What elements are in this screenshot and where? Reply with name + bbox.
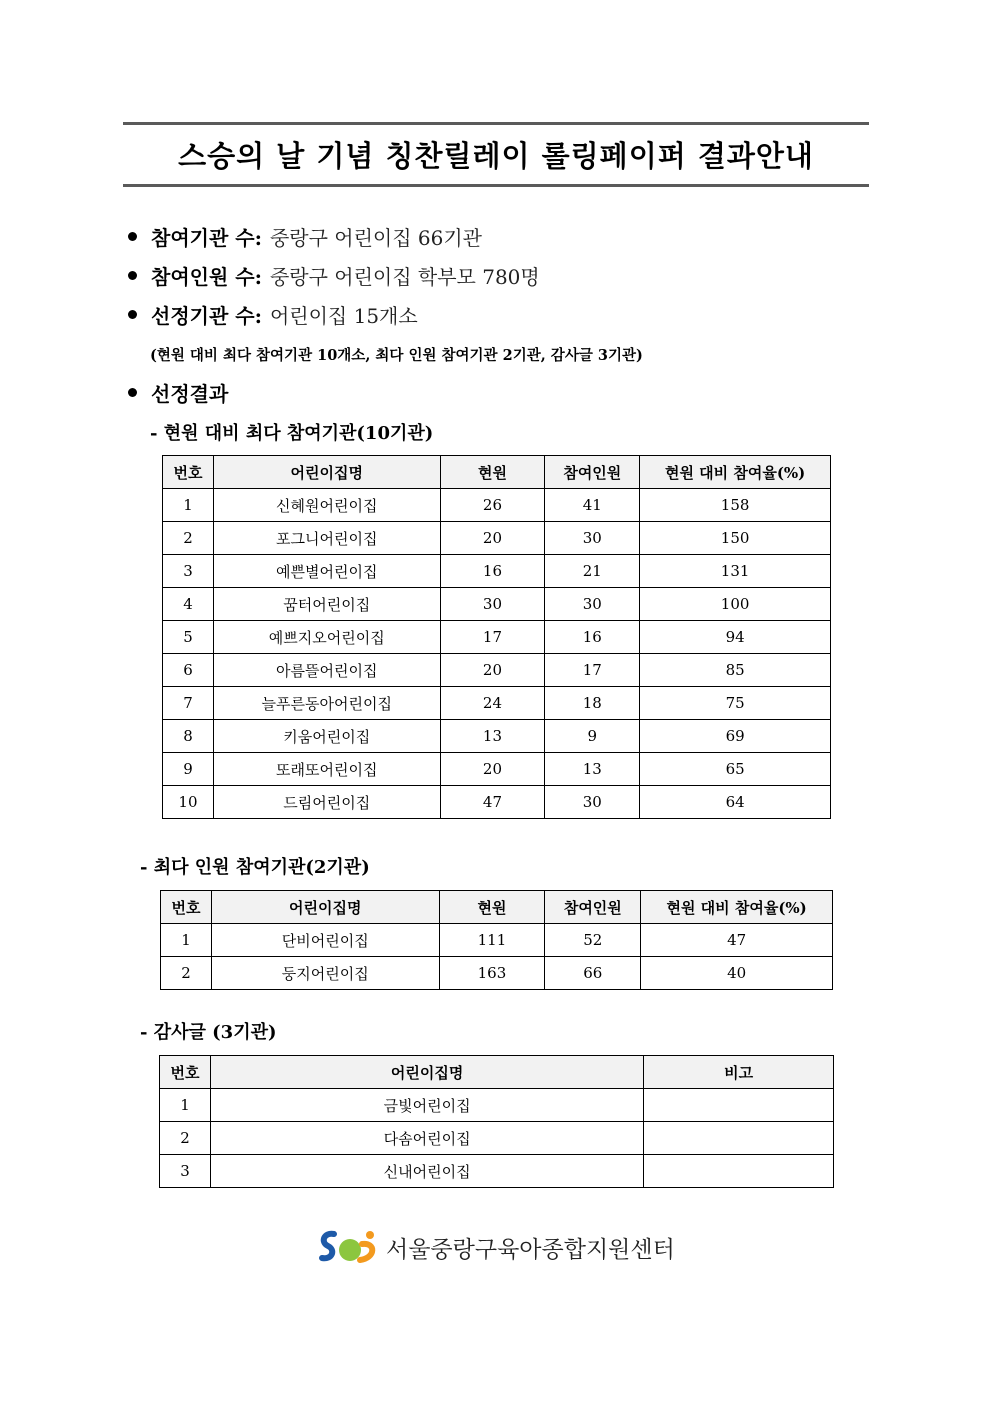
table-cell: 10 xyxy=(163,786,214,819)
table-cell: 키움어린이집 xyxy=(213,720,440,753)
table-row xyxy=(163,588,831,621)
table-cell: 41 xyxy=(545,489,640,522)
summary-label: 참여기관 수: xyxy=(151,226,262,250)
title-rule-bottom xyxy=(123,184,869,187)
table-cell: 66 xyxy=(545,957,641,990)
table-cell: 163 xyxy=(439,957,545,990)
table-cell: 52 xyxy=(545,924,641,957)
table-cell xyxy=(644,1089,834,1122)
table-cell: 신내어린이집 xyxy=(210,1155,643,1188)
table-cell: 3 xyxy=(163,555,214,588)
table-row xyxy=(163,489,831,522)
column-header: 참여인원 xyxy=(545,456,640,489)
column-header: 어린이집명 xyxy=(210,1056,643,1089)
page-title: 스승의 날 기념 칭찬릴레이 롤링페이퍼 결과안내 xyxy=(178,139,814,173)
column-header: 번호 xyxy=(161,891,212,924)
table-cell: 69 xyxy=(640,720,831,753)
table-cell: 111 xyxy=(439,924,545,957)
table-cell: 40 xyxy=(641,957,833,990)
section3-table xyxy=(159,1055,834,1188)
table-row xyxy=(160,1155,834,1188)
table-cell: 아름뜰어린이집 xyxy=(213,654,440,687)
table-cell xyxy=(644,1155,834,1188)
table-cell: 26 xyxy=(440,489,545,522)
table-row xyxy=(163,522,831,555)
table-header-row xyxy=(160,1056,834,1089)
column-header: 현원 대비 참여율(%) xyxy=(641,891,833,924)
table-cell: 늘푸른동아어린이집 xyxy=(213,687,440,720)
table-cell: 1 xyxy=(161,924,212,957)
summary-item xyxy=(128,300,418,329)
table-cell: 30 xyxy=(545,786,640,819)
center-logo-text: 서울중랑구육아종합지원센터 xyxy=(386,1236,675,1263)
table-cell: 150 xyxy=(640,522,831,555)
table-cell: 5 xyxy=(163,621,214,654)
table-cell: 1 xyxy=(160,1089,211,1122)
bullet-icon xyxy=(128,388,137,397)
table-cell: 17 xyxy=(440,621,545,654)
column-header: 번호 xyxy=(163,456,214,489)
table-row xyxy=(163,687,831,720)
results-heading-item xyxy=(128,378,228,407)
table-cell xyxy=(644,1122,834,1155)
column-header: 비고 xyxy=(644,1056,834,1089)
column-header: 어린이집명 xyxy=(211,891,439,924)
table-cell: 금빛어린이집 xyxy=(210,1089,643,1122)
bullet-icon xyxy=(128,232,137,241)
table-cell: 13 xyxy=(440,720,545,753)
table-cell: 6 xyxy=(163,654,214,687)
table-cell: 75 xyxy=(640,687,831,720)
center-logo xyxy=(318,1228,675,1266)
table-cell: 다솜어린이집 xyxy=(210,1122,643,1155)
selection-note: (현원 대비 최다 참여기관 10개소, 최다 인원 참여기관 2기관, 감사글 3기관) xyxy=(150,347,643,364)
section1-heading: - 현원 대비 최다 참여기관(10기관) xyxy=(150,423,434,444)
bullet-icon xyxy=(128,271,137,280)
column-header: 번호 xyxy=(160,1056,211,1089)
table-cell: 1 xyxy=(163,489,214,522)
table-cell: 신혜원어린이집 xyxy=(213,489,440,522)
summary-item xyxy=(128,222,482,251)
table-cell: 20 xyxy=(440,654,545,687)
summary-value: 어린이집 15개소 xyxy=(269,304,418,328)
table-row xyxy=(163,654,831,687)
table-cell: 또래또어린이집 xyxy=(213,753,440,786)
table-cell: 4 xyxy=(163,588,214,621)
table-header-row xyxy=(163,456,831,489)
table-cell: 9 xyxy=(163,753,214,786)
table-row xyxy=(163,555,831,588)
table-cell: 9 xyxy=(545,720,640,753)
table-row xyxy=(161,957,833,990)
table-row xyxy=(160,1122,834,1155)
table-cell: 20 xyxy=(440,753,545,786)
bullet-icon xyxy=(128,310,137,319)
table-row xyxy=(160,1089,834,1122)
table-cell: 94 xyxy=(640,621,831,654)
summary-label: 참여인원 수: xyxy=(151,265,262,289)
column-header: 현원 대비 참여율(%) xyxy=(640,456,831,489)
table-cell: 포그니어린이집 xyxy=(213,522,440,555)
table-row xyxy=(161,924,833,957)
section3-heading: - 감사글 (3기관) xyxy=(140,1022,277,1043)
summary-value: 중랑구 어린이집 66기관 xyxy=(269,226,482,250)
section2-heading: - 최다 인원 참여기관(2기관) xyxy=(140,857,370,878)
section2-table xyxy=(160,890,833,990)
table-cell: 100 xyxy=(640,588,831,621)
table-row xyxy=(163,753,831,786)
table-cell: 30 xyxy=(545,522,640,555)
table-cell: 47 xyxy=(641,924,833,957)
table-cell: 17 xyxy=(545,654,640,687)
table-cell: 30 xyxy=(545,588,640,621)
table-cell: 24 xyxy=(440,687,545,720)
table-cell: 16 xyxy=(440,555,545,588)
table-cell: 단비어린이집 xyxy=(211,924,439,957)
table-cell: 둥지어린이집 xyxy=(211,957,439,990)
summary-item xyxy=(128,261,540,290)
center-logo-icon xyxy=(318,1228,380,1266)
table-cell: 16 xyxy=(545,621,640,654)
table-cell: 85 xyxy=(640,654,831,687)
table-row xyxy=(163,786,831,819)
table-cell: 꿈터어린이집 xyxy=(213,588,440,621)
table-cell: 47 xyxy=(440,786,545,819)
table-cell: 예쁜별어린이집 xyxy=(213,555,440,588)
table-cell: 3 xyxy=(160,1155,211,1188)
column-header: 어린이집명 xyxy=(213,456,440,489)
column-header: 참여인원 xyxy=(545,891,641,924)
table-row xyxy=(163,621,831,654)
table-cell: 65 xyxy=(640,753,831,786)
table-cell: 20 xyxy=(440,522,545,555)
table-row xyxy=(163,720,831,753)
column-header: 현원 xyxy=(439,891,545,924)
table-cell: 18 xyxy=(545,687,640,720)
table-cell: 13 xyxy=(545,753,640,786)
table-cell: 30 xyxy=(440,588,545,621)
table-cell: 7 xyxy=(163,687,214,720)
table-cell: 2 xyxy=(161,957,212,990)
summary-value: 중랑구 어린이집 학부모 780명 xyxy=(269,265,540,289)
summary-label: 선정기관 수: xyxy=(151,304,262,328)
table-cell: 8 xyxy=(163,720,214,753)
table-cell: 예쁘지오어린이집 xyxy=(213,621,440,654)
table-cell: 131 xyxy=(640,555,831,588)
table-cell: 21 xyxy=(545,555,640,588)
table-cell: 2 xyxy=(160,1122,211,1155)
table-header-row xyxy=(161,891,833,924)
results-heading: 선정결과 xyxy=(151,382,229,406)
section1-table xyxy=(162,455,831,819)
title-rule-top xyxy=(123,122,869,125)
table-cell: 158 xyxy=(640,489,831,522)
table-cell: 2 xyxy=(163,522,214,555)
table-cell: 드림어린이집 xyxy=(213,786,440,819)
column-header: 현원 xyxy=(440,456,545,489)
table-cell: 64 xyxy=(640,786,831,819)
